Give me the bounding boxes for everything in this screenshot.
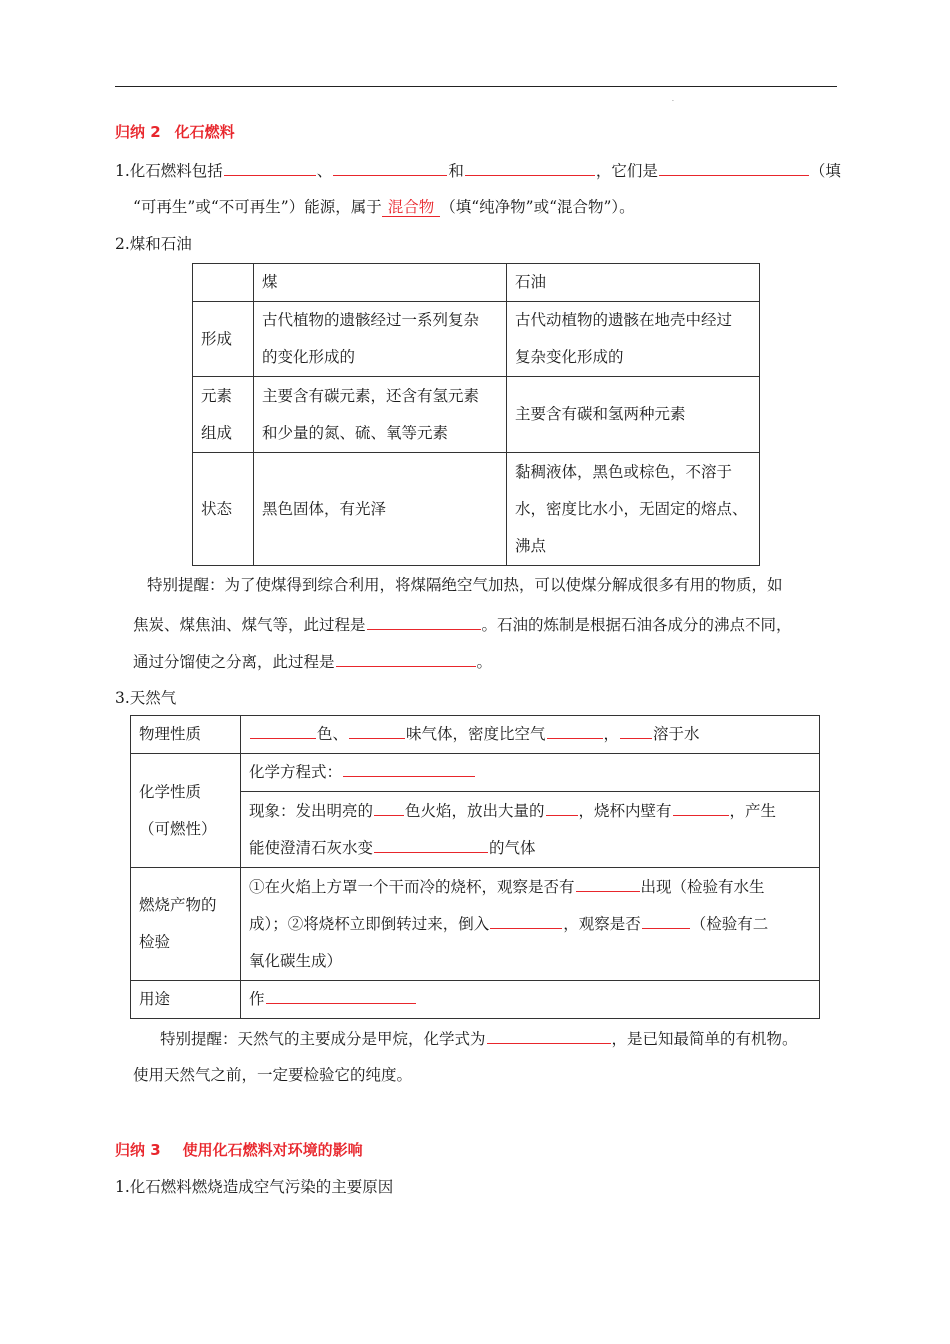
- table-row: [131, 716, 820, 754]
- blank-methane-formula[interactable]: [487, 1026, 611, 1044]
- row-label-text: 组成: [201, 423, 233, 442]
- note2-line-2: 使用天然气之前，一定要检验它的纯度。: [133, 1066, 413, 1084]
- cell-text: 出现（检验有水生: [640, 877, 765, 896]
- note1-line-1: [147, 574, 783, 596]
- row-label: [193, 453, 254, 566]
- blank-renewable[interactable]: [659, 158, 809, 176]
- cell-text: ，观察是否: [563, 914, 641, 933]
- note-text: 焦炭、煤焦油、煤气等，此过程是: [133, 616, 366, 634]
- table-row: [193, 302, 760, 377]
- coal-cell: [254, 453, 507, 566]
- blank-odor[interactable]: [349, 721, 405, 739]
- blank-fuel-2[interactable]: [333, 158, 447, 176]
- note-text: 特别提醒：为了使煤得到综合利用，将煤隔绝空气加热，可以使煤分解成很多有用的物质，如: [147, 576, 783, 594]
- row-label-text: 元素: [201, 386, 233, 405]
- row-label: 用途: [131, 981, 241, 1019]
- row-label: [131, 754, 241, 868]
- q1-line-2: [133, 196, 635, 218]
- section-3-title: 使用化石燃料对环境的影响: [182, 1141, 363, 1159]
- blank-flame-color[interactable]: [374, 798, 404, 816]
- cell-text: 复杂变化形成的: [515, 348, 624, 366]
- cell-text: 黏稠液体，黑色或棕色，不溶于: [515, 462, 733, 481]
- blank-density[interactable]: [547, 721, 603, 739]
- cell-text: 作: [249, 990, 265, 1008]
- table-row: [131, 868, 820, 981]
- cell-text: 古代植物的遗骸经过一系列复杂: [262, 311, 480, 329]
- note-text: 通过分馏使之分离，此过程是: [133, 653, 335, 671]
- cell-text: 氧化碳生成）: [249, 951, 343, 970]
- row-label-text: （可燃性）: [139, 819, 217, 838]
- phenomenon-cell: [241, 792, 820, 868]
- cell-line: [249, 830, 811, 867]
- cell-text: 和少量的氮、硫、氧等元素: [262, 423, 449, 442]
- note-text: 。: [476, 653, 493, 671]
- cell-text: 成）；②将烧杯立即倒转过来，倒入: [249, 914, 490, 933]
- section-2-title: 化石燃料: [174, 123, 235, 141]
- q2-title: 2.煤和石油: [115, 235, 192, 253]
- product-test-cell: [241, 868, 820, 981]
- row-label: 物理性质: [131, 716, 241, 754]
- use-cell: [241, 981, 820, 1019]
- section-2-heading: [115, 121, 235, 143]
- blank-turbid-check[interactable]: [642, 911, 690, 929]
- blank-equation[interactable]: [343, 759, 475, 777]
- section-3-number: 归纳 3: [115, 1141, 161, 1159]
- row-label: [193, 377, 254, 453]
- blank-fractional-distillation[interactable]: [336, 649, 476, 667]
- natural-gas-table: [130, 715, 820, 1019]
- cell-text: 黑色固体，有光泽: [262, 499, 387, 518]
- q1-text: 1.化石燃料包括: [115, 162, 223, 180]
- cell-text: ，烧杯内壁有: [578, 801, 672, 820]
- blank-water-drops[interactable]: [576, 874, 640, 892]
- blank-fuel-1[interactable]: [224, 158, 316, 176]
- row-label-text: 检验: [139, 933, 171, 951]
- cell-text: 主要含有碳和氢两种元素: [515, 405, 686, 423]
- blank-heat[interactable]: [546, 798, 578, 816]
- blank-solubility[interactable]: [620, 721, 652, 739]
- q1-text: （填: [809, 162, 841, 180]
- cell-text: 能使澄清石灰水变: [249, 838, 374, 857]
- header-rule: [115, 86, 837, 87]
- answer-mixture: 混合物: [382, 198, 441, 217]
- section-3-heading: [115, 1139, 363, 1161]
- table-row: [131, 981, 820, 1019]
- blank-limewater[interactable]: [490, 911, 562, 929]
- cell-text: 味气体，密度比空气: [406, 725, 546, 743]
- cell-text: 现象：发出明亮的: [249, 801, 374, 820]
- section-2-number: 归纳 2: [115, 123, 161, 141]
- q1-text: （填“纯净物”或“混合物”）。: [440, 198, 635, 216]
- row-label-text: 燃烧产物的: [139, 896, 217, 914]
- equation-cell: [241, 754, 820, 792]
- q1-sep: 和: [448, 162, 464, 180]
- header-empty: [193, 264, 254, 302]
- cell-line: [249, 906, 811, 943]
- row-label-text: 状态: [201, 499, 233, 518]
- coal-cell: [254, 377, 507, 453]
- blank-fuel-3[interactable]: [465, 158, 595, 176]
- coal-oil-table: [192, 263, 760, 566]
- header-mark: ·: [672, 98, 674, 105]
- note-text: 特别提醒：天然气的主要成分是甲烷，化学式为: [160, 1030, 486, 1048]
- row-label-text: 化学性质: [139, 782, 202, 801]
- header-oil: 石油: [507, 264, 760, 302]
- section-3-q1: 1.化石燃料燃烧造成空气污染的主要原因: [115, 1178, 394, 1196]
- row-label-text: 形成: [201, 329, 233, 348]
- blank-turbid[interactable]: [374, 835, 488, 853]
- cell-text: 沸点: [515, 536, 547, 555]
- cell-text: 水，密度比水小，无固定的熔点、: [515, 499, 748, 518]
- cell-text: 色、: [317, 725, 349, 743]
- row-label: [193, 302, 254, 377]
- note1-line-2: [133, 612, 792, 636]
- note1-line-3: [133, 649, 492, 673]
- cell-text: 的变化形成的: [262, 348, 356, 366]
- cell-text: 色火焰，放出大量的: [405, 801, 545, 820]
- q1-sep: 、: [316, 162, 333, 180]
- table-row: [131, 754, 820, 792]
- note-text: 。石油的炼制是根据石油各成分的沸点不同，: [481, 616, 792, 634]
- cell-text: 古代动植物的遗骸在地壳中经过: [515, 311, 733, 329]
- blank-color[interactable]: [250, 721, 316, 739]
- coal-cell: [254, 302, 507, 377]
- cell-text: ①在火焰上方罩一个干而冷的烧杯，观察是否有: [249, 877, 575, 896]
- blank-dry-distillation[interactable]: [367, 612, 481, 630]
- table-row: [193, 377, 760, 453]
- blank-droplets[interactable]: [673, 798, 729, 816]
- cell-text: 的气体: [489, 838, 536, 857]
- cell-text: 主要含有碳元素，还含有氢元素: [262, 386, 480, 405]
- cell-text: ，产生: [729, 801, 777, 820]
- oil-cell: [507, 377, 760, 453]
- oil-cell: [507, 302, 760, 377]
- cell-line: [249, 869, 811, 906]
- q3-title: 3.天然气: [115, 689, 177, 707]
- table-header-row: [193, 264, 760, 302]
- oil-cell: [507, 453, 760, 566]
- note-text: ，是已知最简单的有机物。: [611, 1030, 798, 1048]
- row-label: [131, 868, 241, 981]
- cell-text: 化学方程式：: [249, 763, 343, 781]
- q1-text: “可再生”或“不可再生”）能源，属于: [133, 198, 382, 216]
- cell-text: （检验有二: [690, 914, 769, 933]
- q1-text: ，它们是: [595, 162, 658, 180]
- cell-text: ，: [603, 725, 620, 743]
- cell-text: 溶于水: [653, 725, 700, 743]
- header-coal: 煤: [254, 264, 507, 302]
- table-row: [193, 453, 760, 566]
- blank-use[interactable]: [266, 986, 416, 1004]
- note2-line-1: [160, 1026, 798, 1050]
- q1-line-1: [115, 158, 841, 182]
- cell-line: [249, 793, 811, 830]
- physical-props-cell: [241, 716, 820, 754]
